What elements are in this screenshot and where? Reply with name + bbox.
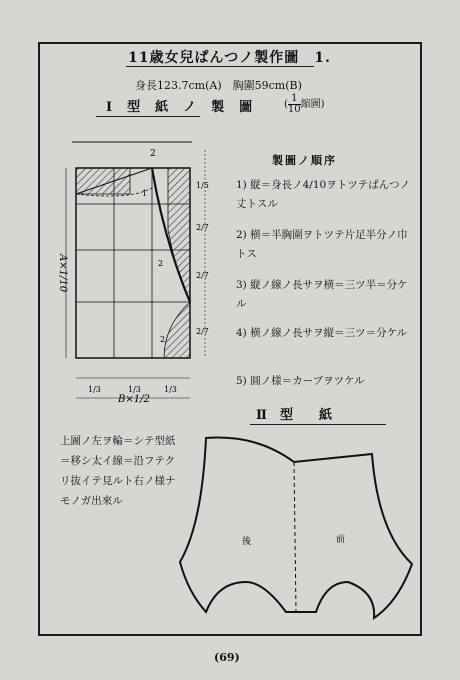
- step-text: 縦＝身長ノ4/10ヲトツテぱんつノ丈トスル: [236, 179, 410, 210]
- height-label: A×1/10: [57, 254, 68, 293]
- hatched-cutaway-left: [76, 168, 130, 194]
- right-label-4: 2/7: [196, 327, 209, 336]
- step-text: 圓ノ様＝カーブヲツケル: [250, 375, 365, 387]
- page-title: 11歳女兒ぱんつノ製作圖 1.: [128, 50, 331, 66]
- pattern-draft-diagram: [57, 130, 220, 420]
- step-number: 5): [236, 375, 247, 387]
- section-2-heading: Ⅱ 型 紙: [256, 408, 332, 423]
- step-item: [236, 176, 416, 214]
- section-2-underline: [250, 424, 386, 425]
- center-fold-line: [294, 462, 296, 612]
- width-label: B×1/2: [118, 394, 150, 405]
- inner-label-3: 2: [160, 335, 166, 344]
- section-1-underline: [96, 116, 200, 117]
- step-text: 横ノ線ノ長サヲ縦＝三ツ＝分ケル: [250, 327, 408, 339]
- step-number: 2): [236, 229, 247, 241]
- bottom-label-2: 1/3: [128, 385, 141, 394]
- step-item: [236, 276, 416, 314]
- hatched-cutaway-right: [168, 168, 190, 302]
- step-item: [236, 226, 416, 264]
- size-info: 身長123.7cm(A) 胸圍59cm(B): [135, 79, 302, 92]
- instruction-note: 上圖ノ左ヲ輪＝シテ型紙＝移シ太イ線＝沿フテクリ抜イテ見ルト右ノ様ナモノガ出來ル: [60, 435, 176, 507]
- bottom-label-3: 1/3: [164, 385, 177, 394]
- inner-label-2: 2: [158, 259, 164, 268]
- step-item: [236, 324, 416, 343]
- step-number: 1): [236, 179, 247, 191]
- step-number: 3): [236, 279, 247, 291]
- top-label: 2: [150, 149, 156, 159]
- right-label-1: 1/5: [196, 181, 209, 190]
- step-number: 4): [236, 327, 247, 339]
- back-label: 後: [242, 537, 252, 547]
- scale-note: ( $\frac{1}{10}$ 縮圖): [284, 93, 325, 115]
- step-text: 横＝半胸圍ヲトツテ片足半分ノ巾トス: [236, 229, 408, 260]
- finished-pattern-diagram: [176, 432, 416, 632]
- scale-denominator: 10: [287, 104, 301, 115]
- title-underline: [126, 66, 314, 67]
- scale-numerator: 1: [288, 94, 301, 105]
- hatched-leg-curve: [164, 302, 190, 358]
- page-number: (69): [214, 651, 240, 664]
- bottom-label-1: 1/3: [88, 385, 101, 394]
- section-1-heading: Ⅰ 型 紙 ノ 製 圖: [106, 100, 254, 115]
- step-item: [236, 372, 416, 391]
- right-label-3: 2/7: [196, 271, 209, 280]
- right-label-2: 2/7: [196, 223, 209, 232]
- steps-heading: 製圖ノ順序: [272, 154, 337, 167]
- scale-suffix: 縮圖: [300, 99, 321, 110]
- inner-label-1: 1: [142, 189, 148, 198]
- front-label: 前: [336, 535, 346, 545]
- step-text: 縦ノ線ノ長サヲ横＝三ツ半＝分ケル: [236, 279, 408, 310]
